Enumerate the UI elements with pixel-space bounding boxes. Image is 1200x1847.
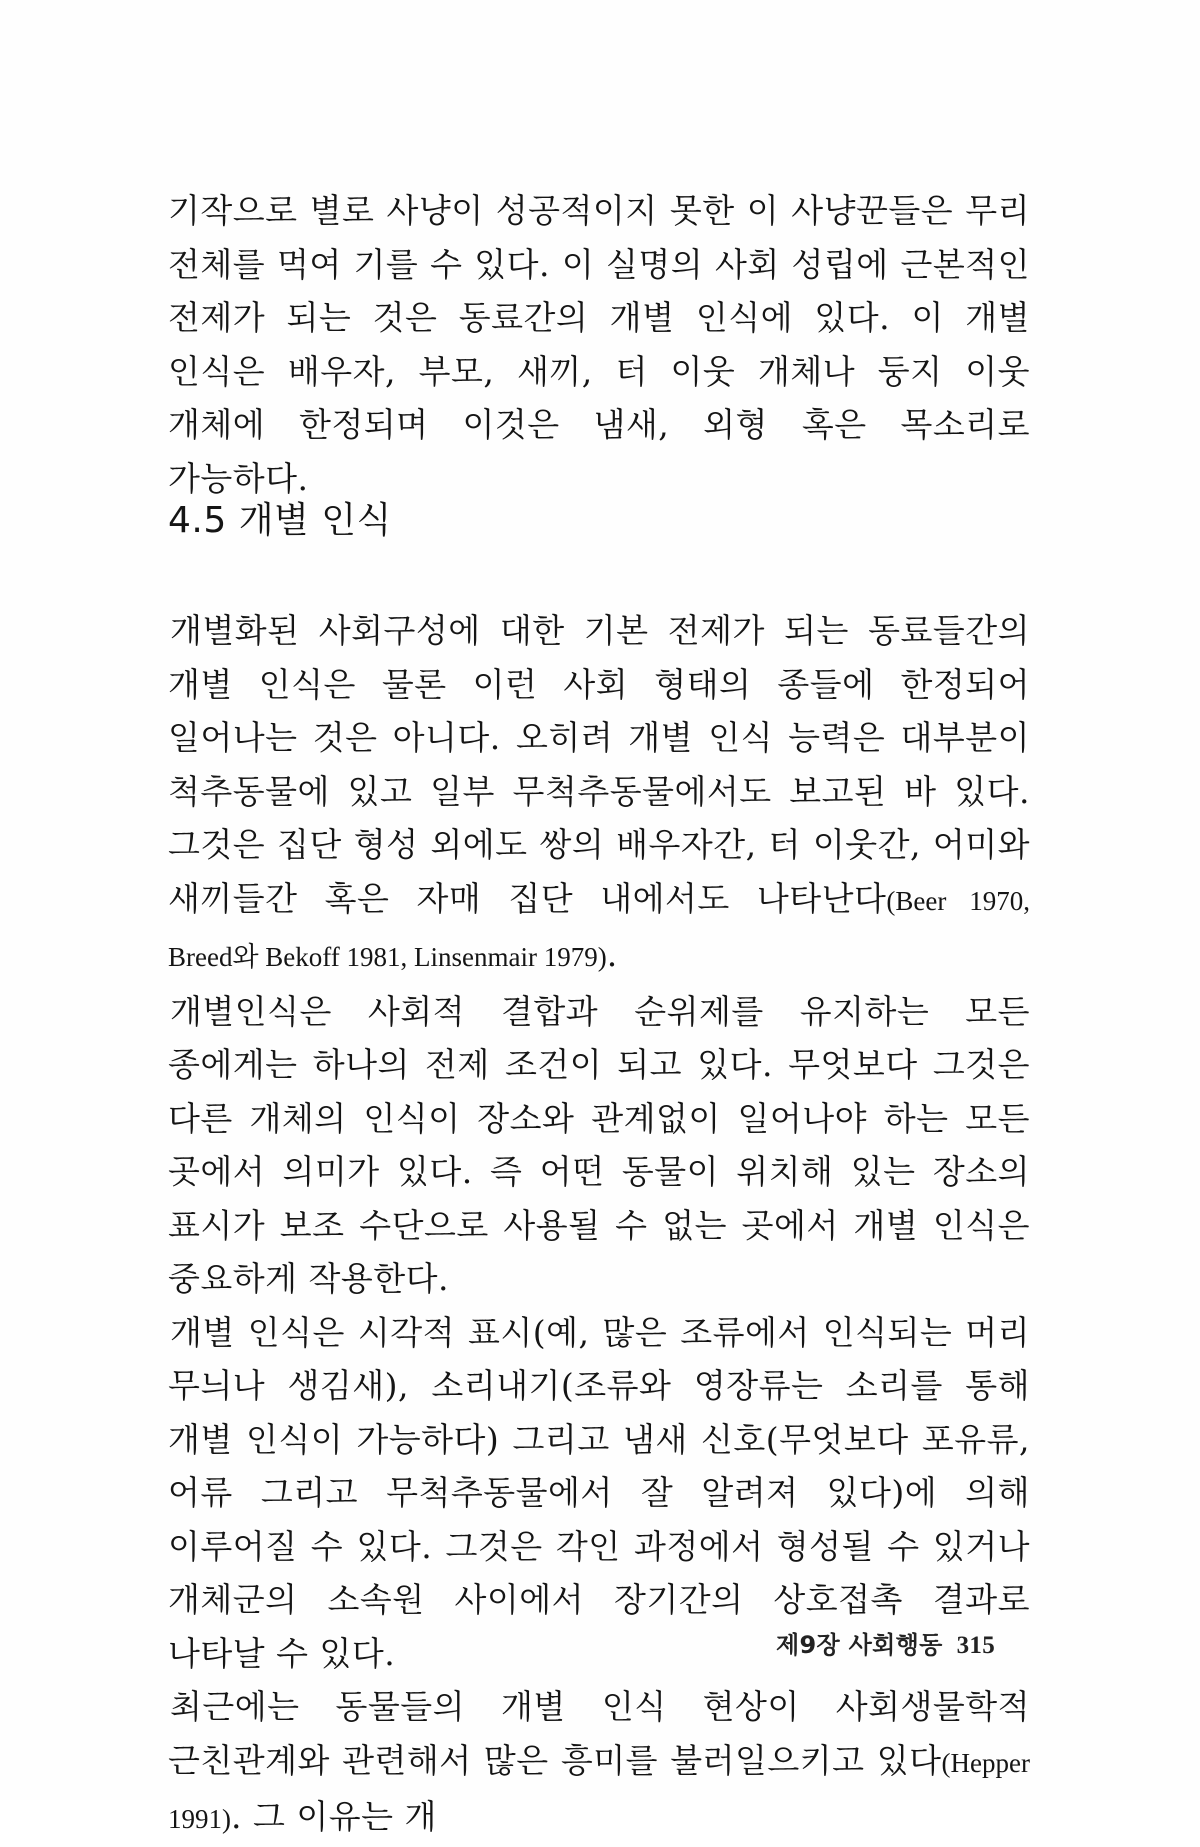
section-body <box>168 604 1030 1847</box>
page-number: 315 <box>956 1632 995 1659</box>
body-paragraph-3: 개별 인식은 시각적 표시(예, 많은 조류에서 인식되는 머리 무늬나 생김새), 소리내기(조류와 영장류는 소리를 통해 개별 인식이 가능하다) 그리고 냄새 신호(무엇보다 포유류, 어류 그리고 무척추동물에서 잘 알려져 있다)에 의해 이루어질 수 있다. 그것은 각인 과정에서 형성될 수 있거나 개체군의 소속원 사이에서 장기간의 상호접촉 결과로 나타날 수 있다. <box>168 1312 1030 1673</box>
paragraph-1-end: . <box>606 935 618 974</box>
paragraph-1-text: 개별화된 사회구성에 대한 기본 전제가 되는 동료들간의 개별 인식은 물론 이런 사회 형태의 종들에 한정되어 일어나는 것은 아니다. 오히려 개별 인식 능력은 대부분이 척추동물에 있고 일부 무척추동물에서도 보고된 바 있다. 그것은 집단 형성 외에도 쌍의 배우자간, 터 이웃간, 어미와 새끼들간 혹은 자매 집단 내에서도 나타난다 <box>168 611 1030 918</box>
page-footer <box>776 1625 995 1660</box>
paragraph-1-citation: (Beer 1970, Breed와 Bekoff 1981, Linsenmair 1979) <box>168 885 1030 972</box>
section-heading: 4.5 개별 인식 <box>168 500 392 541</box>
body-paragraph-1 <box>168 604 1030 985</box>
body-paragraph-2: 개별인식은 사회적 결합과 순위제를 유지하는 모든 종에게는 하나의 전제 조건이 되고 있다. 무엇보다 그것은 다른 개체의 인식이 장소와 관계없이 일어나야 하는 모든 곳에서 의미가 있다. 즉 어떤 동물이 위치해 있는 장소의 표시가 보조 수단으로 사용될 수 없는 곳에서 개별 인식은 중요하게 작용한다. <box>168 991 1030 1298</box>
paragraph-4-text: 최근에는 동물들의 개별 인식 현상이 사회생물학적 근친관계와 관련해서 많은 흥미를 불러일으키고 있다 <box>168 1687 1030 1780</box>
paragraph-4-citation: (Hepper 1991) <box>168 1747 1030 1834</box>
intro-paragraph-block <box>168 184 1030 505</box>
footer-chapter-title: 제9장 사회행동 <box>776 1631 943 1659</box>
intro-paragraph: 기작으로 별로 사냥이 성공적이지 못한 이 사냥꾼들은 무리 전체를 먹여 기를 수 있다. 이 실명의 사회 성립에 근본적인 전제가 되는 것은 동료간의 개별 인식에 있다. 이 개별 인식은 배우자, 부모, 새끼, 터 이웃 개체나 둥지 이웃 개체에 한정되며 이것은 냄새, 외형 혹은 목소리로 가능하다. <box>168 191 1030 498</box>
body-paragraph-4 <box>168 1680 1030 1847</box>
paragraph-4-end: . 그 이유는 개 <box>231 1797 437 1836</box>
